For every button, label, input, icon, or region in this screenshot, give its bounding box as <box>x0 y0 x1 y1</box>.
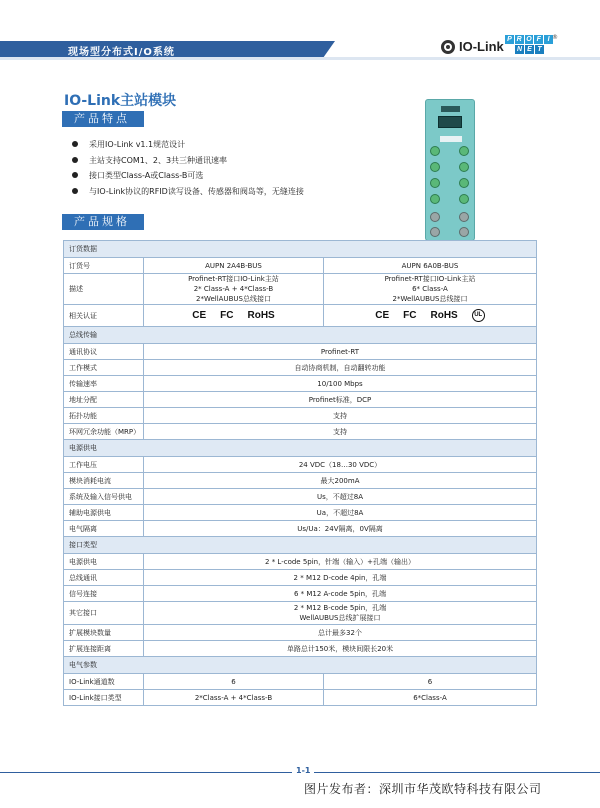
device-display <box>438 116 462 128</box>
certifications-b <box>323 305 536 327</box>
ul-icon: UL <box>472 309 485 322</box>
row-label: 辅助电源供电 <box>64 505 144 521</box>
section-header: 总线传输 <box>64 327 537 344</box>
certifications-a <box>144 305 324 327</box>
section-header: 电源供电 <box>64 440 537 457</box>
profinet-logo-row1: P R O F I <box>505 35 553 44</box>
port-icon <box>459 194 469 204</box>
ce-icon: CE <box>375 310 390 321</box>
row-label: 相关认证 <box>64 305 144 327</box>
row-label: 描述 <box>64 274 144 305</box>
row-label: 扩展模块数量 <box>64 625 144 641</box>
device-illustration <box>425 99 475 241</box>
profinet-logo-row2: N E T <box>505 45 553 54</box>
interface-type-a: 2*Class-A + 4*Class-B <box>144 690 324 706</box>
feature-item: 接口类型Class-A或Class-B可选 <box>68 168 304 184</box>
row-value: 支持 <box>144 424 537 440</box>
row-label: 信号连接 <box>64 586 144 602</box>
registered-mark: ® <box>552 34 558 41</box>
feature-item: 主站支持COM1、2、3共三种通讯速率 <box>68 153 304 169</box>
description-b: Profinet-RT接口IO-Link主站 6* Class-A 2*WellAUBUS总线接口 <box>323 274 536 305</box>
row-label: 订货号 <box>64 258 144 274</box>
row-label: 总线通讯 <box>64 570 144 586</box>
row-label: 系统及输入信号供电 <box>64 489 144 505</box>
row-label: 电气隔离 <box>64 521 144 537</box>
fcc-icon: FC <box>220 310 234 321</box>
specs-tab: 产品规格 <box>62 214 144 230</box>
feature-item: 与IO-Link协议的RFID读写设备、传感器和阀岛等，无缝连接 <box>68 184 304 200</box>
publisher-credit: 图片发布者：深圳市华茂欧特科技有限公司 <box>304 782 542 796</box>
spec-table <box>63 240 537 706</box>
product-title: IO-Link主站模块 <box>64 93 177 109</box>
row-label: 通讯协议 <box>64 344 144 360</box>
row-value: 24 VDC（18…30 VDC） <box>144 457 537 473</box>
port-icon <box>459 212 469 222</box>
device-label <box>441 106 460 112</box>
description-a: Profinet-RT接口IO-Link主站 2* Class-A + 4*Class-B 2*WellAUBUS总线接口 <box>144 274 324 305</box>
row-value: 自动协商机制，自动翻转功能 <box>144 360 537 376</box>
port-icon <box>459 146 469 156</box>
channels-a: 6 <box>144 674 324 690</box>
row-value: 2 * M12 D-code 4pin，孔端 <box>144 570 537 586</box>
row-value: 最大200mA <box>144 473 537 489</box>
rohs-icon: RoHS <box>247 310 275 321</box>
order-number-b: AUPN 6A0B-BUS <box>323 258 536 274</box>
row-label: 模块消耗电流 <box>64 473 144 489</box>
row-label: 地址分配 <box>64 392 144 408</box>
row-label: 工作模式 <box>64 360 144 376</box>
row-label: 电源供电 <box>64 554 144 570</box>
section-header: 订货数据 <box>64 241 537 258</box>
row-label: 环网冗余功能（MRP） <box>64 424 144 440</box>
row-label: 扩展连接距离 <box>64 641 144 657</box>
port-icon <box>430 162 440 172</box>
order-number-a: AUPN 2A4B-BUS <box>144 258 324 274</box>
header-title: 现场型分布式I/O系统 <box>68 47 175 58</box>
page-number: 1-1 <box>292 766 314 775</box>
port-icon <box>430 212 440 222</box>
row-value: 10/100 Mbps <box>144 376 537 392</box>
row-value: Us/Ua：24V隔离，0V隔离 <box>144 521 537 537</box>
row-value: Us，不超过8A <box>144 489 537 505</box>
iolink-logo-icon <box>441 40 455 54</box>
channels-b: 6 <box>323 674 536 690</box>
interface-type-b: 6*Class-A <box>323 690 536 706</box>
row-label: 拓扑功能 <box>64 408 144 424</box>
row-label: 其它接口 <box>64 602 144 625</box>
row-value: Profinet-RT <box>144 344 537 360</box>
features-list <box>68 137 304 199</box>
iolink-logo-text: IO-Link <box>459 39 504 54</box>
row-value: Ua，不超过8A <box>144 505 537 521</box>
section-header: 接口类型 <box>64 537 537 554</box>
port-icon <box>430 194 440 204</box>
port-icon <box>459 162 469 172</box>
row-value: 单路总计150米，模块间限长20米 <box>144 641 537 657</box>
row-value: 总计最多32个 <box>144 625 537 641</box>
ce-icon: CE <box>192 310 207 321</box>
row-value: 2 * M12 B-code 5pin，孔端 WellAUBUS总线扩展接口 <box>144 602 537 625</box>
row-label: 传输速率 <box>64 376 144 392</box>
port-icon <box>430 178 440 188</box>
row-value: 2 * L-code 5pin，针端（输入）+孔端（输出） <box>144 554 537 570</box>
row-value: Profinet标准，DCP <box>144 392 537 408</box>
row-label: IO-Link通道数 <box>64 674 144 690</box>
device-plate <box>440 136 462 142</box>
port-icon <box>430 146 440 156</box>
features-tab: 产品特点 <box>62 111 144 127</box>
port-icon <box>430 227 440 237</box>
row-value: 支持 <box>144 408 537 424</box>
iolink-logo <box>441 39 504 54</box>
rohs-icon: RoHS <box>430 310 458 321</box>
feature-item: 采用IO-Link v1.1规范设计 <box>68 137 304 153</box>
port-icon <box>459 178 469 188</box>
port-icon <box>459 227 469 237</box>
fcc-icon: FC <box>403 310 417 321</box>
row-value: 6 * M12 A-code 5pin，孔端 <box>144 586 537 602</box>
row-label: 工作电压 <box>64 457 144 473</box>
section-header: 电气参数 <box>64 657 537 674</box>
row-label: IO-Link接口类型 <box>64 690 144 706</box>
profinet-logo <box>505 35 553 55</box>
